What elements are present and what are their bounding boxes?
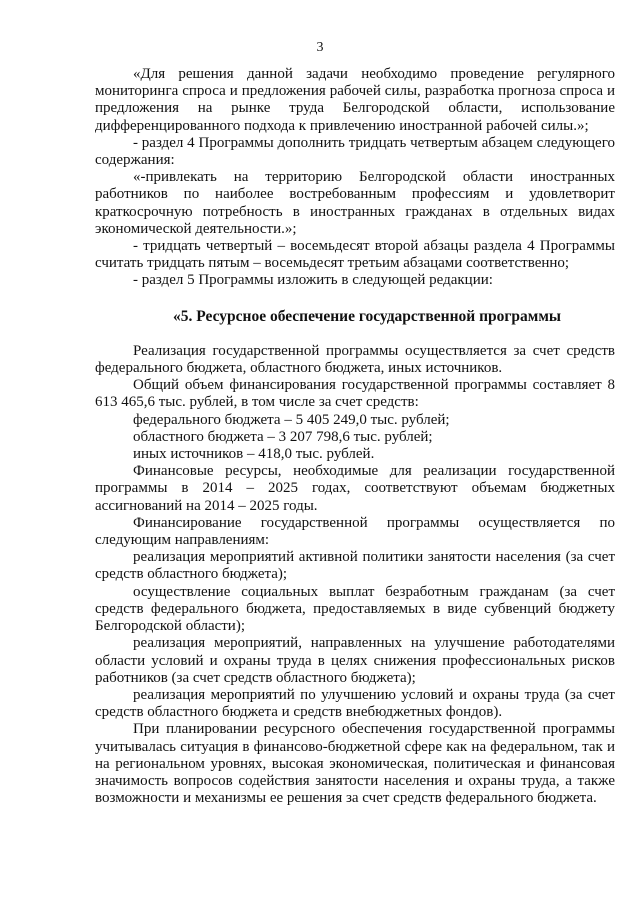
list-item: иных источников – 418,0 тыс. рублей.	[133, 446, 375, 463]
paragraph: реализация мероприятий, направленных на улучшение работодателями области условий и охраны труда в целях снижения профессиональных рисков работников (за счет средств областного бюджета);	[95, 635, 615, 686]
section-heading: «5. Ресурсное обеспечение государственной программы	[173, 307, 561, 325]
paragraph: осуществление социальных выплат безработным гражданам (за счет средств федерального бюджета, предоставляемых в виде субвенций бюджету Белгородской области);	[95, 583, 615, 635]
paragraph: - раздел 5 Программы изложить в следующей редакции:	[133, 272, 493, 289]
paragraph: реализация мероприятий по улучшению условий и охраны труда (за счет средств областного бюджета и средств внебюджетных фондов).	[95, 686, 615, 721]
paragraph: Общий объем финансирования государственной программы составляет 8 613 465,6 тыс. рублей, в том числе за счет средств:	[95, 377, 615, 411]
paragraph: При планировании ресурсного обеспечения государственной программы учитывалась ситуация в финансово-бюджетной сфере как на федеральном, так и на региональном уровнях, высокая экономическая, политическая и финансовая значимость вопросов содействия занятости населения и охраны труда, а также возможности и механизмы ее решения за счет средств федерального бюджета.	[95, 721, 615, 807]
paragraph: Финансирование государственной программы осуществляется по следующим направлениям:	[95, 514, 615, 549]
paragraph: реализация мероприятий активной политики занятости населения (за счет средств областного бюджета);	[95, 549, 615, 583]
paragraph: «Для решения данной задачи необходимо проведение регулярного мониторинга спроса и предложения рабочей силы, разработка прогноза спроса и предложения на рынке труда Белгородской области, использование дифференцированного подхода к привлечению иностранной рабочей силы.»;	[95, 66, 615, 134]
paragraph: «-привлекать на территорию Белгородской области иностранных работников по наиболее востребованным профессиям и удовлетворит краткосрочную потребность в иностранных гражданах в отдельных видах экономической деятельности.»;	[95, 169, 615, 237]
list-item: областного бюджета – 3 207 798,6 тыс. рублей;	[133, 428, 433, 445]
paragraph: Реализация государственной программы осуществляется за счет средств федерального бюджета, областного бюджета, иных источников.	[95, 342, 615, 377]
paragraph: Финансовые ресурсы, необходимые для реализации государственной программы в 2014 – 2025 годах, соответствуют объемам бюджетных ассигнований на 2014 – 2025 годы.	[95, 463, 615, 514]
document-body	[95, 66, 615, 807]
paragraph: - тридцать четвертый – восемьдесят второй абзацы раздела 4 Программы считать тридцать пятым – восемьдесят третьим абзацами соответственно;	[95, 238, 615, 272]
page-number: 3	[316, 40, 324, 55]
list-item: федерального бюджета – 5 405 249,0 тыс. рублей;	[133, 411, 450, 428]
paragraph: - раздел 4 Программы дополнить тридцать четвертым абзацем следующего содержания:	[95, 134, 615, 169]
